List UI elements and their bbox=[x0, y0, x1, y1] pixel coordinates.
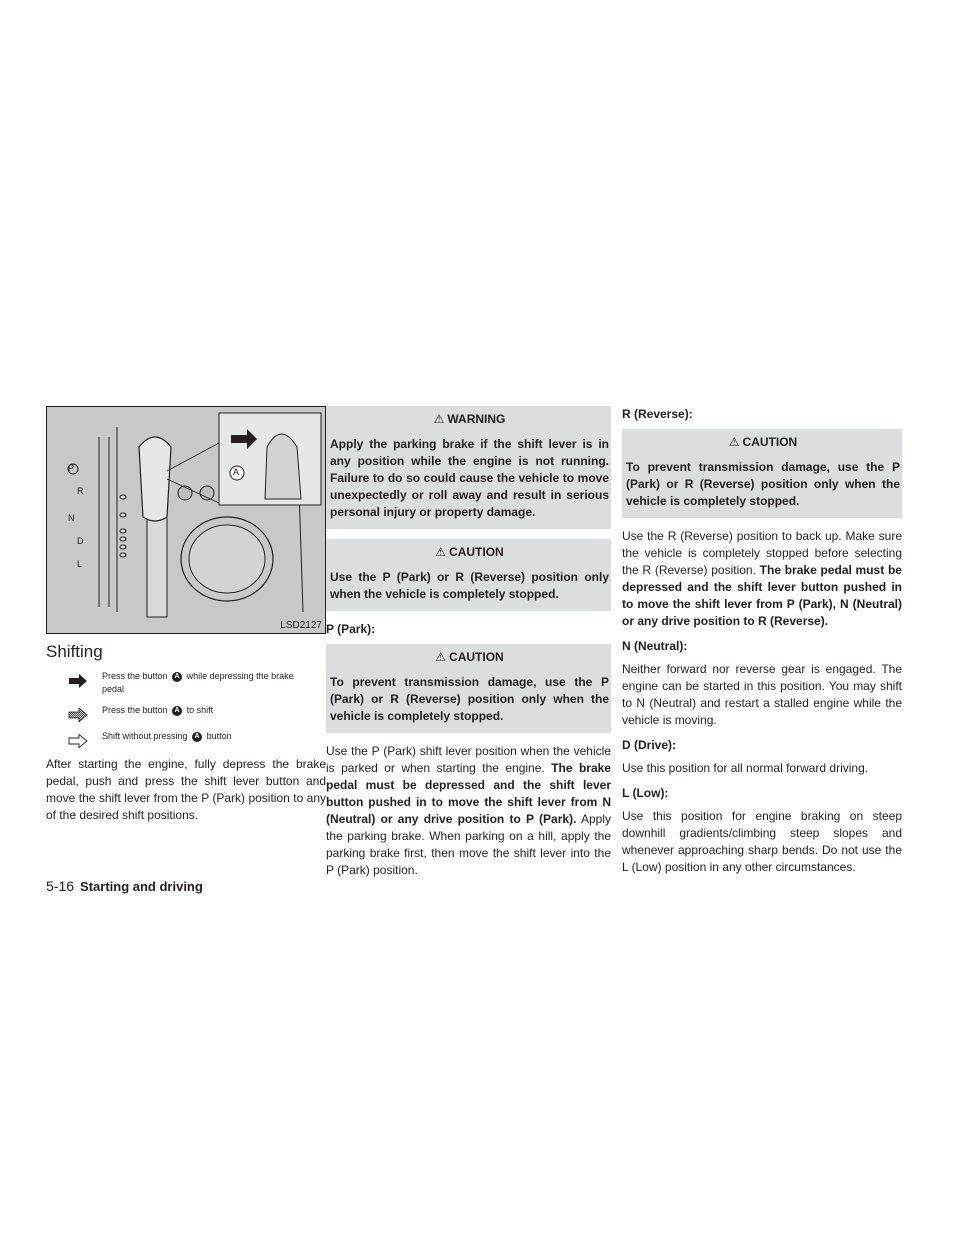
column-left bbox=[46, 406, 326, 832]
caution-triangle-icon: ⚠ bbox=[435, 545, 447, 559]
button-a-marker: A bbox=[172, 672, 182, 682]
caution-box bbox=[326, 644, 611, 733]
legend-text-pre: Press the button bbox=[102, 671, 168, 681]
low-paragraph: Use this position for engine braking on steep downhill gradients/climbing steep slopes and whenever approaching sharp bends. Do not use the L (Low) position in any other circumstances. bbox=[622, 809, 902, 874]
caution-triangle-icon: ⚠ bbox=[435, 650, 447, 664]
shifting-heading: Shifting bbox=[46, 642, 103, 661]
legend-text-post: while depressing the brake pedal bbox=[102, 671, 294, 694]
drive-heading: D (Drive): bbox=[622, 738, 677, 752]
neutral-heading: N (Neutral): bbox=[622, 639, 688, 653]
warning-title: WARNING bbox=[447, 412, 506, 426]
legend-item bbox=[46, 704, 326, 722]
outline-arrow-icon bbox=[68, 734, 88, 748]
legend-item bbox=[46, 670, 326, 696]
caution-title: CAUTION bbox=[742, 435, 798, 449]
gear-label-p: P bbox=[68, 463, 75, 473]
park-heading: P (Park): bbox=[326, 622, 376, 636]
caution-text: To prevent transmission damage, use the P (Park) or R (Reverse) position only when the vehicle is completely stopped. bbox=[330, 675, 609, 723]
page-footer bbox=[46, 878, 203, 894]
warning-triangle-icon: ⚠ bbox=[433, 412, 445, 426]
caution-title: CAUTION bbox=[449, 545, 504, 559]
caution-title: CAUTION bbox=[449, 650, 504, 664]
legend-text-post: to shift bbox=[186, 705, 214, 715]
park-paragraph bbox=[326, 743, 611, 879]
button-a-marker: A bbox=[172, 706, 182, 716]
column-middle bbox=[326, 406, 611, 887]
page-number: 5-16 bbox=[46, 878, 75, 894]
reverse-heading: R (Reverse): bbox=[622, 407, 693, 421]
legend-text-post: button bbox=[206, 731, 232, 741]
column-right bbox=[622, 406, 902, 884]
reverse-bold-text: The brake pedal must be depressed and the shift lever button pushed in to move the shift lever from P (Park), N (Neutral) or any drive position to R (Reverse). bbox=[622, 563, 902, 628]
shifting-body: After starting the engine, fully depress the brake pedal, push and press the shift lever button and move the shift lever from the P (Park) position to any of the desired shift positions. bbox=[46, 757, 326, 822]
hatched-arrow-icon bbox=[68, 708, 88, 722]
reverse-text: Use the R (Reverse) position to back up. Make sure the vehicle is completely stopped before selecting the R (Reverse) position. bbox=[622, 529, 902, 577]
gear-label-n: N bbox=[68, 513, 75, 523]
park-bold-text: The brake pedal must be depressed and the shift lever button pushed in to move the shift lever from N (Neutral) or any drive position to P (Park). bbox=[326, 761, 611, 826]
caution-text: Use the P (Park) or R (Reverse) position only when the vehicle is completely stopped. bbox=[330, 570, 609, 601]
gear-label-l: L bbox=[77, 559, 83, 569]
caution-triangle-icon: ⚠ bbox=[728, 435, 740, 449]
gear-label-d: D bbox=[77, 536, 84, 546]
warning-box bbox=[326, 406, 611, 529]
legend-text-pre: Shift without pressing bbox=[102, 731, 188, 741]
legend-item bbox=[46, 730, 326, 748]
caution-text: To prevent transmission damage, use the P (Park) or R (Reverse) position only when the vehicle is completely stopped. bbox=[626, 460, 900, 508]
figure-id: LSD2127 bbox=[280, 620, 322, 631]
button-a-marker: A bbox=[192, 732, 202, 742]
reverse-paragraph bbox=[622, 528, 902, 630]
warning-text: Apply the parking brake if the shift lever is in any position while the engine is not running. Failure to do so could cause the vehicle to move unexpectedly or roll away and result in serious personal injury or property damage. bbox=[330, 437, 609, 519]
park-text-1: Use the P (Park) shift lever position when the vehicle is parked or when starting the engine. bbox=[326, 744, 611, 775]
caution-box bbox=[326, 539, 611, 611]
drive-paragraph: Use this position for all normal forward driving. bbox=[622, 761, 869, 775]
shift-lever-figure bbox=[46, 406, 326, 634]
caution-box bbox=[622, 429, 902, 518]
solid-arrow-icon bbox=[68, 674, 88, 688]
gear-label-r: R bbox=[77, 486, 84, 496]
park-text-2: Apply the parking brake. When parking on a hill, apply the parking brake first, then move the shift lever into the P (Park) position. bbox=[326, 812, 612, 877]
section-title: Starting and driving bbox=[80, 879, 203, 894]
legend-text-pre: Press the button bbox=[102, 705, 168, 715]
button-a-label: A bbox=[233, 467, 240, 477]
low-heading: L (Low): bbox=[622, 786, 669, 800]
neutral-paragraph: Neither forward nor reverse gear is engaged. The engine can be started in this position. You may shift to N (Neutral) and restart a stalled engine while the vehicle is moving. bbox=[622, 662, 902, 727]
shift-lever-illustration bbox=[47, 407, 326, 634]
